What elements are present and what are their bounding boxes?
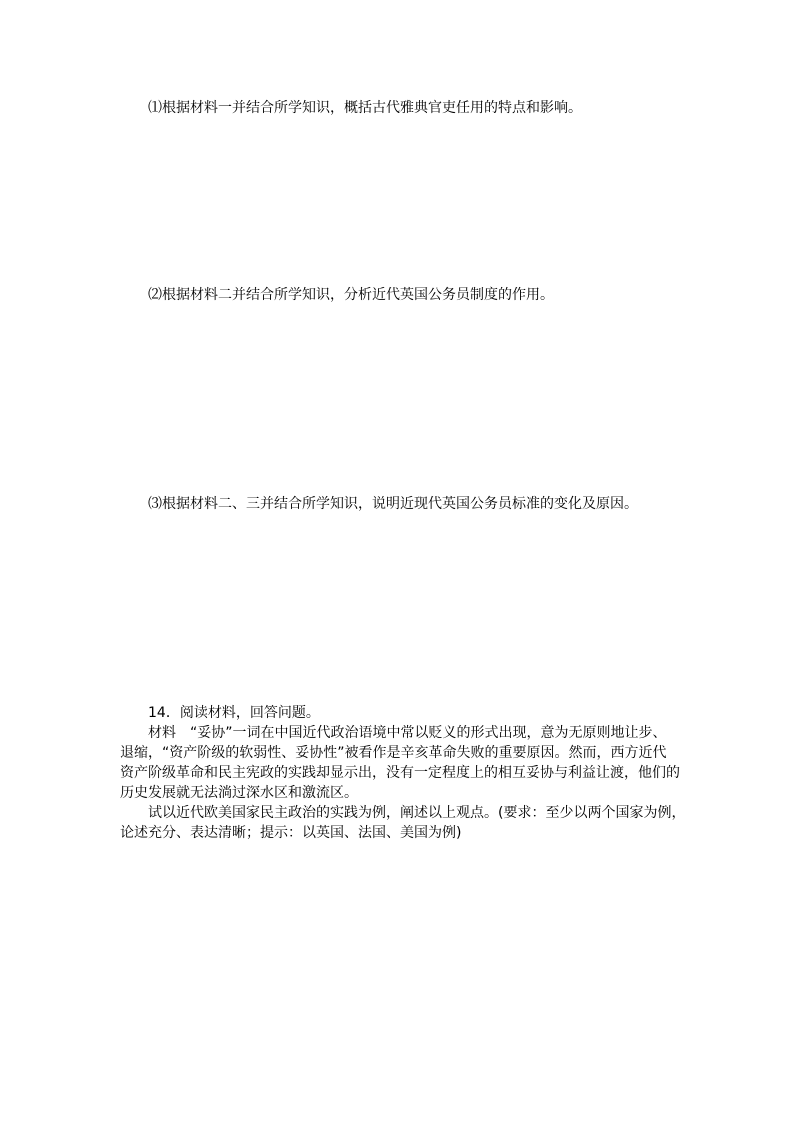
material-line: 历史发展就无法淌过深水区和激流区。 (120, 785, 358, 801)
question-14-section (120, 703, 686, 843)
material-text: “妥协”一词在中国近代政治语境中常以贬义的形式出现，意为无原则地让步、 (190, 725, 667, 741)
question-2-text: ⑵根据材料二并结合所学知识，分析近代英国公务员制度的作用。 (148, 287, 554, 303)
material-line (120, 723, 680, 743)
material-line: 退缩，“资产阶级的软弱性、妥协性”被看作是辛亥革命失败的重要原因。然而，西方近代 (120, 745, 667, 761)
task-line: 论述充分、表达清晰；提示：以英国、法国、美国为例) (120, 825, 462, 841)
question-3-text: ⑶根据材料二、三并结合所学知识，说明近现代英国公务员标准的变化及原因。 (148, 496, 638, 512)
task-line: 试以近代欧美国家民主政治的实践为例，阐述以上观点。(要求：至少以两个国家为例， (148, 805, 686, 821)
material-label: 材料 (148, 725, 176, 741)
question-1-text: ⑴根据材料一并结合所学知识，概括古代雅典官吏任用的特点和影响。 (148, 100, 582, 116)
question-14-heading: 14．阅读材料，回答问题。 (148, 705, 320, 721)
material-line: 资产阶级革命和民主宪政的实践却显示出，没有一定程度上的相互妥协与利益让渡，他们的 (120, 765, 680, 781)
